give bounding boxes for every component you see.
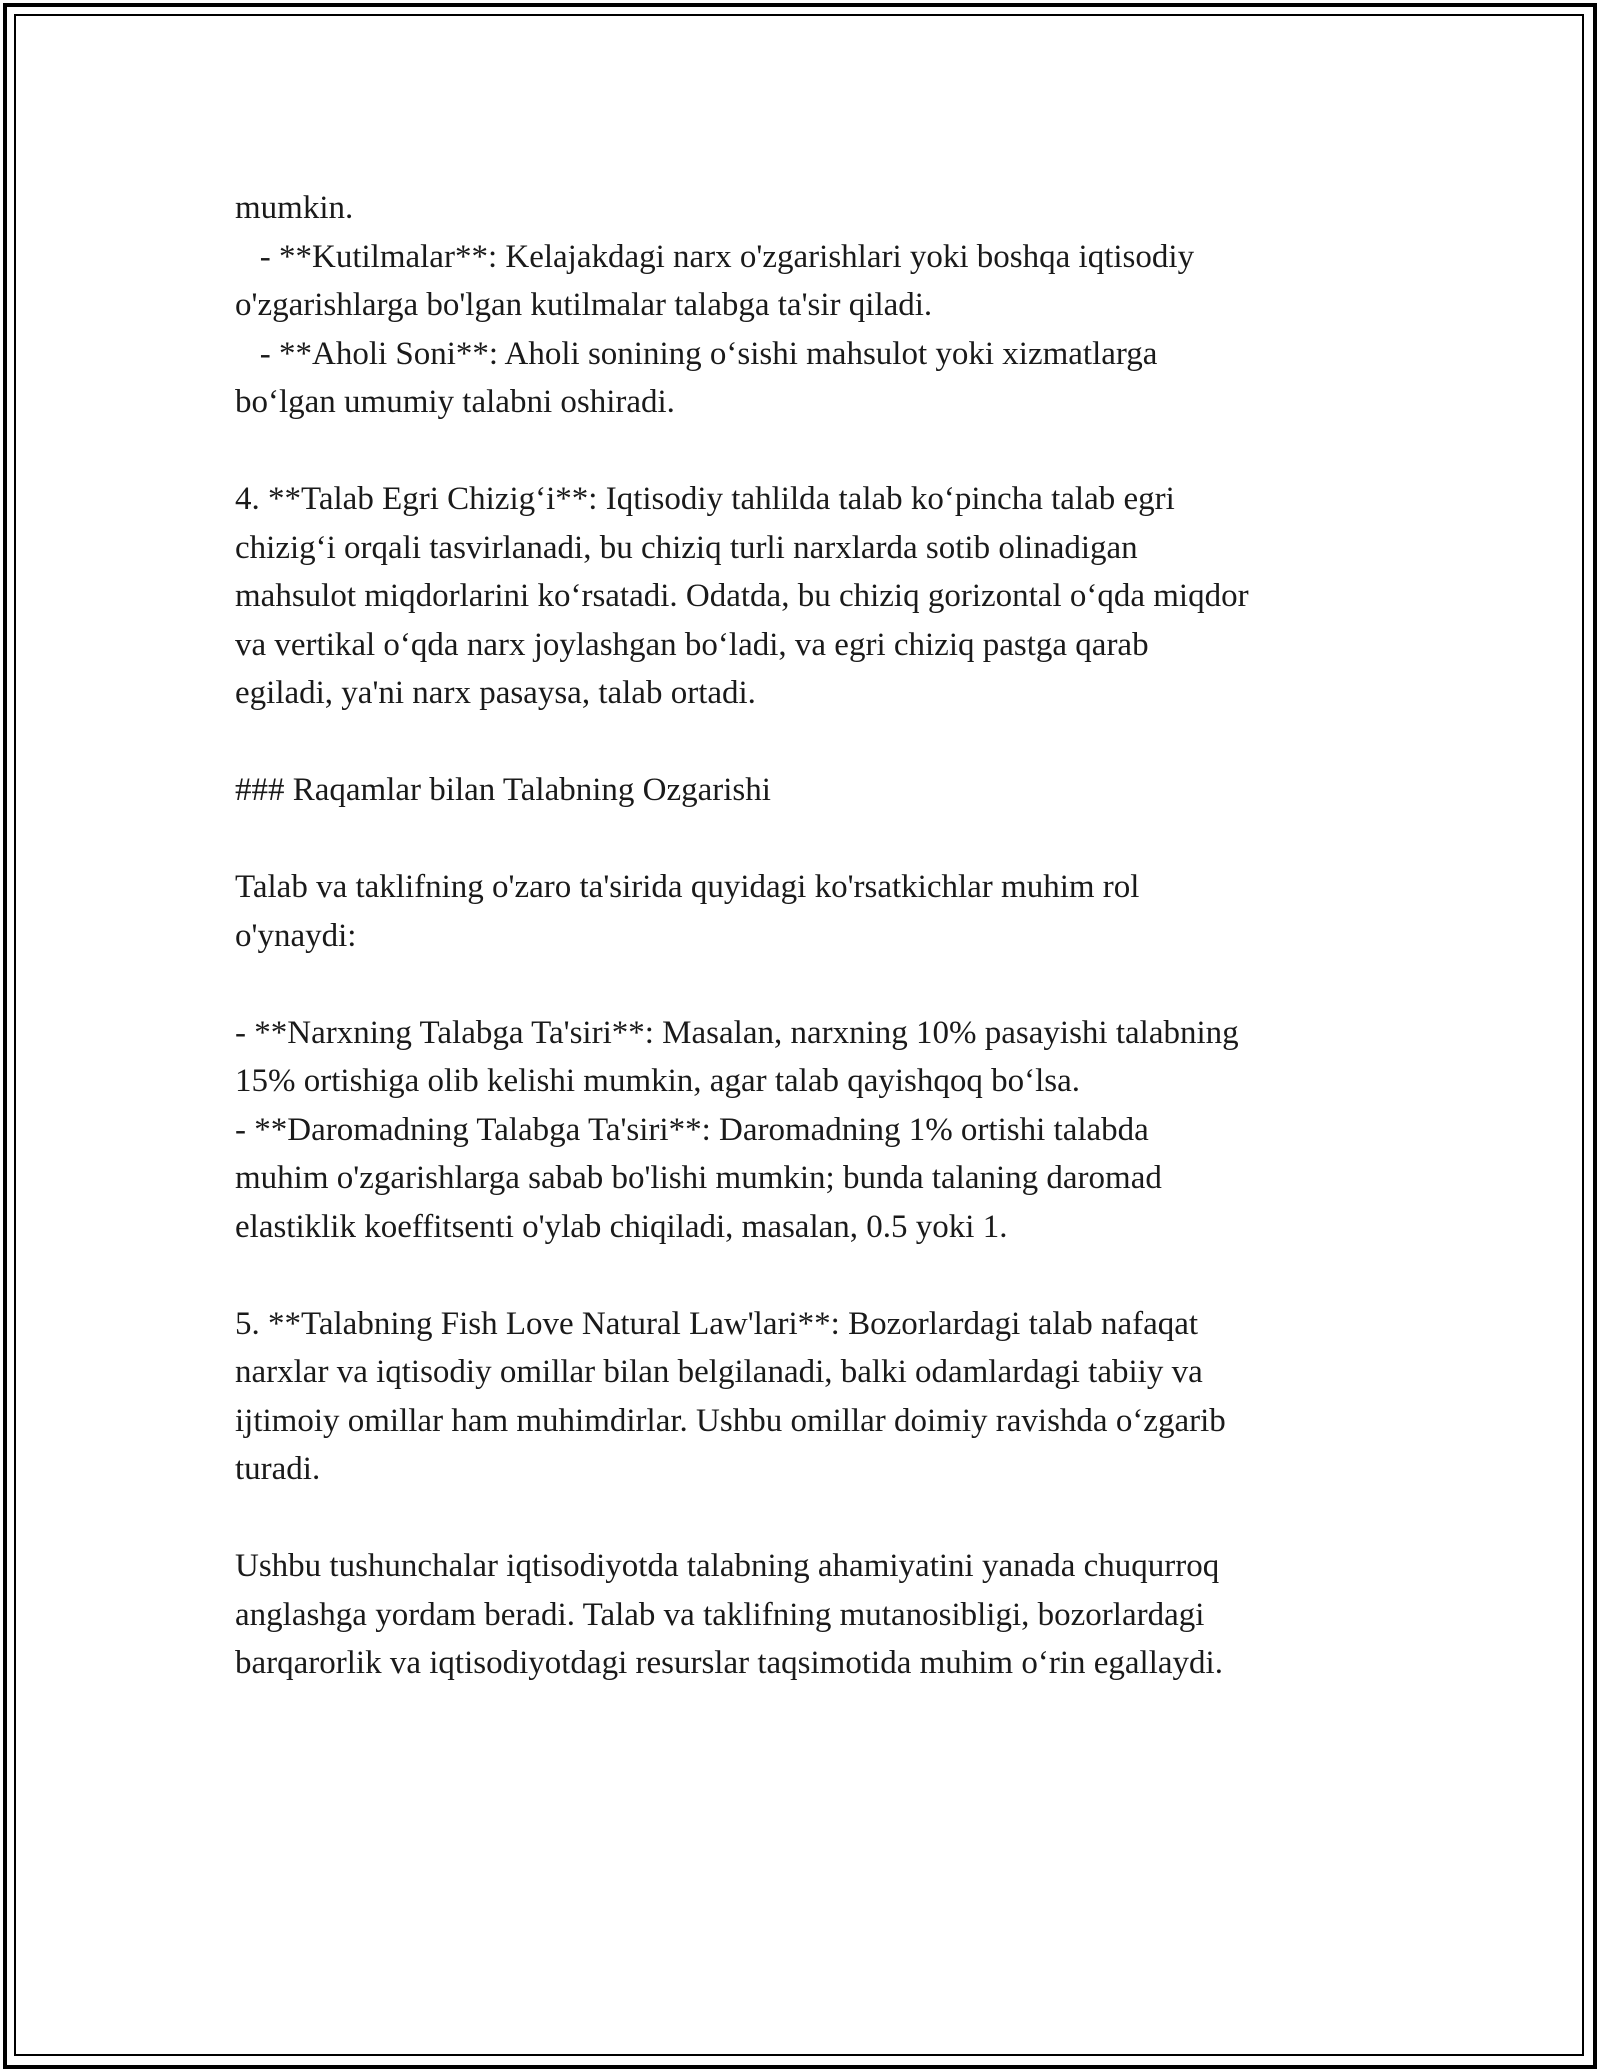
- text-line: bo‘lgan umumiy talabni oshiradi.: [235, 384, 675, 420]
- paragraph-gap: [235, 718, 1375, 767]
- text-line: va vertikal o‘qda narx joylashgan bo‘ladi, va egri chiziq pastga qarab: [235, 626, 1149, 663]
- text-line: narxlar va iqtisodiy omillar bilan belgilanadi, balki odamlardagi tabiiy va: [235, 1354, 1203, 1390]
- text-line: - **Narxning Talabga Ta'siri**: Masalan, narxning 10% pasayishi talabning: [235, 1014, 1239, 1051]
- text-line: o'ynaydi:: [235, 917, 357, 954]
- text-line: anglashga yordam beradi. Talab va taklifning mutanosibligi, bozorlardagi: [235, 1596, 1205, 1633]
- paragraph-gap: [235, 960, 1375, 1009]
- text-line: Talab va taklifning o'zaro ta'sirida quyidagi ko'rsatkichlar muhim rol: [235, 869, 1140, 905]
- text-line: mahsulot miqdorlarini ko‘rsatadi. Odatda, bu chiziq gorizontal o‘qda miqdor: [235, 578, 1249, 614]
- text-line: egiladi, ya'ni narx pasaysa, talab ortadi.: [235, 675, 756, 711]
- text-line: mumkin.: [235, 190, 354, 226]
- section-heading: ### Raqamlar bilan Talabning Ozgarishi: [235, 772, 771, 808]
- text-line: turadi.: [235, 1451, 321, 1487]
- paragraph-gap: [235, 427, 1375, 476]
- text-line: muhim o'zgarishlarga sabab bo'lishi mumkin; bunda talaning daromad: [235, 1160, 1162, 1196]
- text-line: elastiklik koeffitsenti o'ylab chiqiladi, masalan, 0.5 yoki 1.: [235, 1208, 1008, 1245]
- document-body: [235, 184, 1375, 1688]
- text-line: 5. **Talabning Fish Love Natural Law'lari**: Bozorlardagi talab nafaqat: [235, 1305, 1199, 1342]
- text-line: 4. **Talab Egri Chizig‘i**: Iqtisodiy tahlilda talab ko‘pincha talab egri: [235, 481, 1175, 517]
- text-line: barqarorlik va iqtisodiyotdagi resurslar taqsimotida muhim o‘rin egallaydi.: [235, 1645, 1223, 1681]
- text-line: chizig‘i orqali tasvirlanadi, bu chiziq turli narxlarda sotib olinadigan: [235, 529, 1138, 566]
- text-line: 15% ortishiga olib kelishi mumkin, agar talab qayishqoq bo‘lsa.: [235, 1063, 1081, 1099]
- paragraph-gap: [235, 1494, 1375, 1543]
- text-line: - **Kutilmalar**: Kelajakdagi narx o'zgarishlari yoki boshqa iqtisodiy: [235, 238, 1195, 275]
- text-line: ijtimoiy omillar ham muhimdirlar. Ushbu omillar doimiy ravishda o‘zgarib: [235, 1402, 1226, 1439]
- text-line: o'zgarishlarga bo'lgan kutilmalar talabga ta'sir qiladi.: [235, 287, 933, 323]
- text-line: - **Aholi Soni**: Aholi sonining o‘sishi mahsulot yoki xizmatlarga: [235, 335, 1158, 372]
- text-line: - **Daromadning Talabga Ta'siri**: Daromadning 1% ortishi talabda: [235, 1111, 1149, 1148]
- text-line: Ushbu tushunchalar iqtisodiyotda talabning ahamiyatini yanada chuqurroq: [235, 1548, 1220, 1584]
- paragraph-gap: [235, 815, 1375, 864]
- paragraph-gap: [235, 1251, 1375, 1300]
